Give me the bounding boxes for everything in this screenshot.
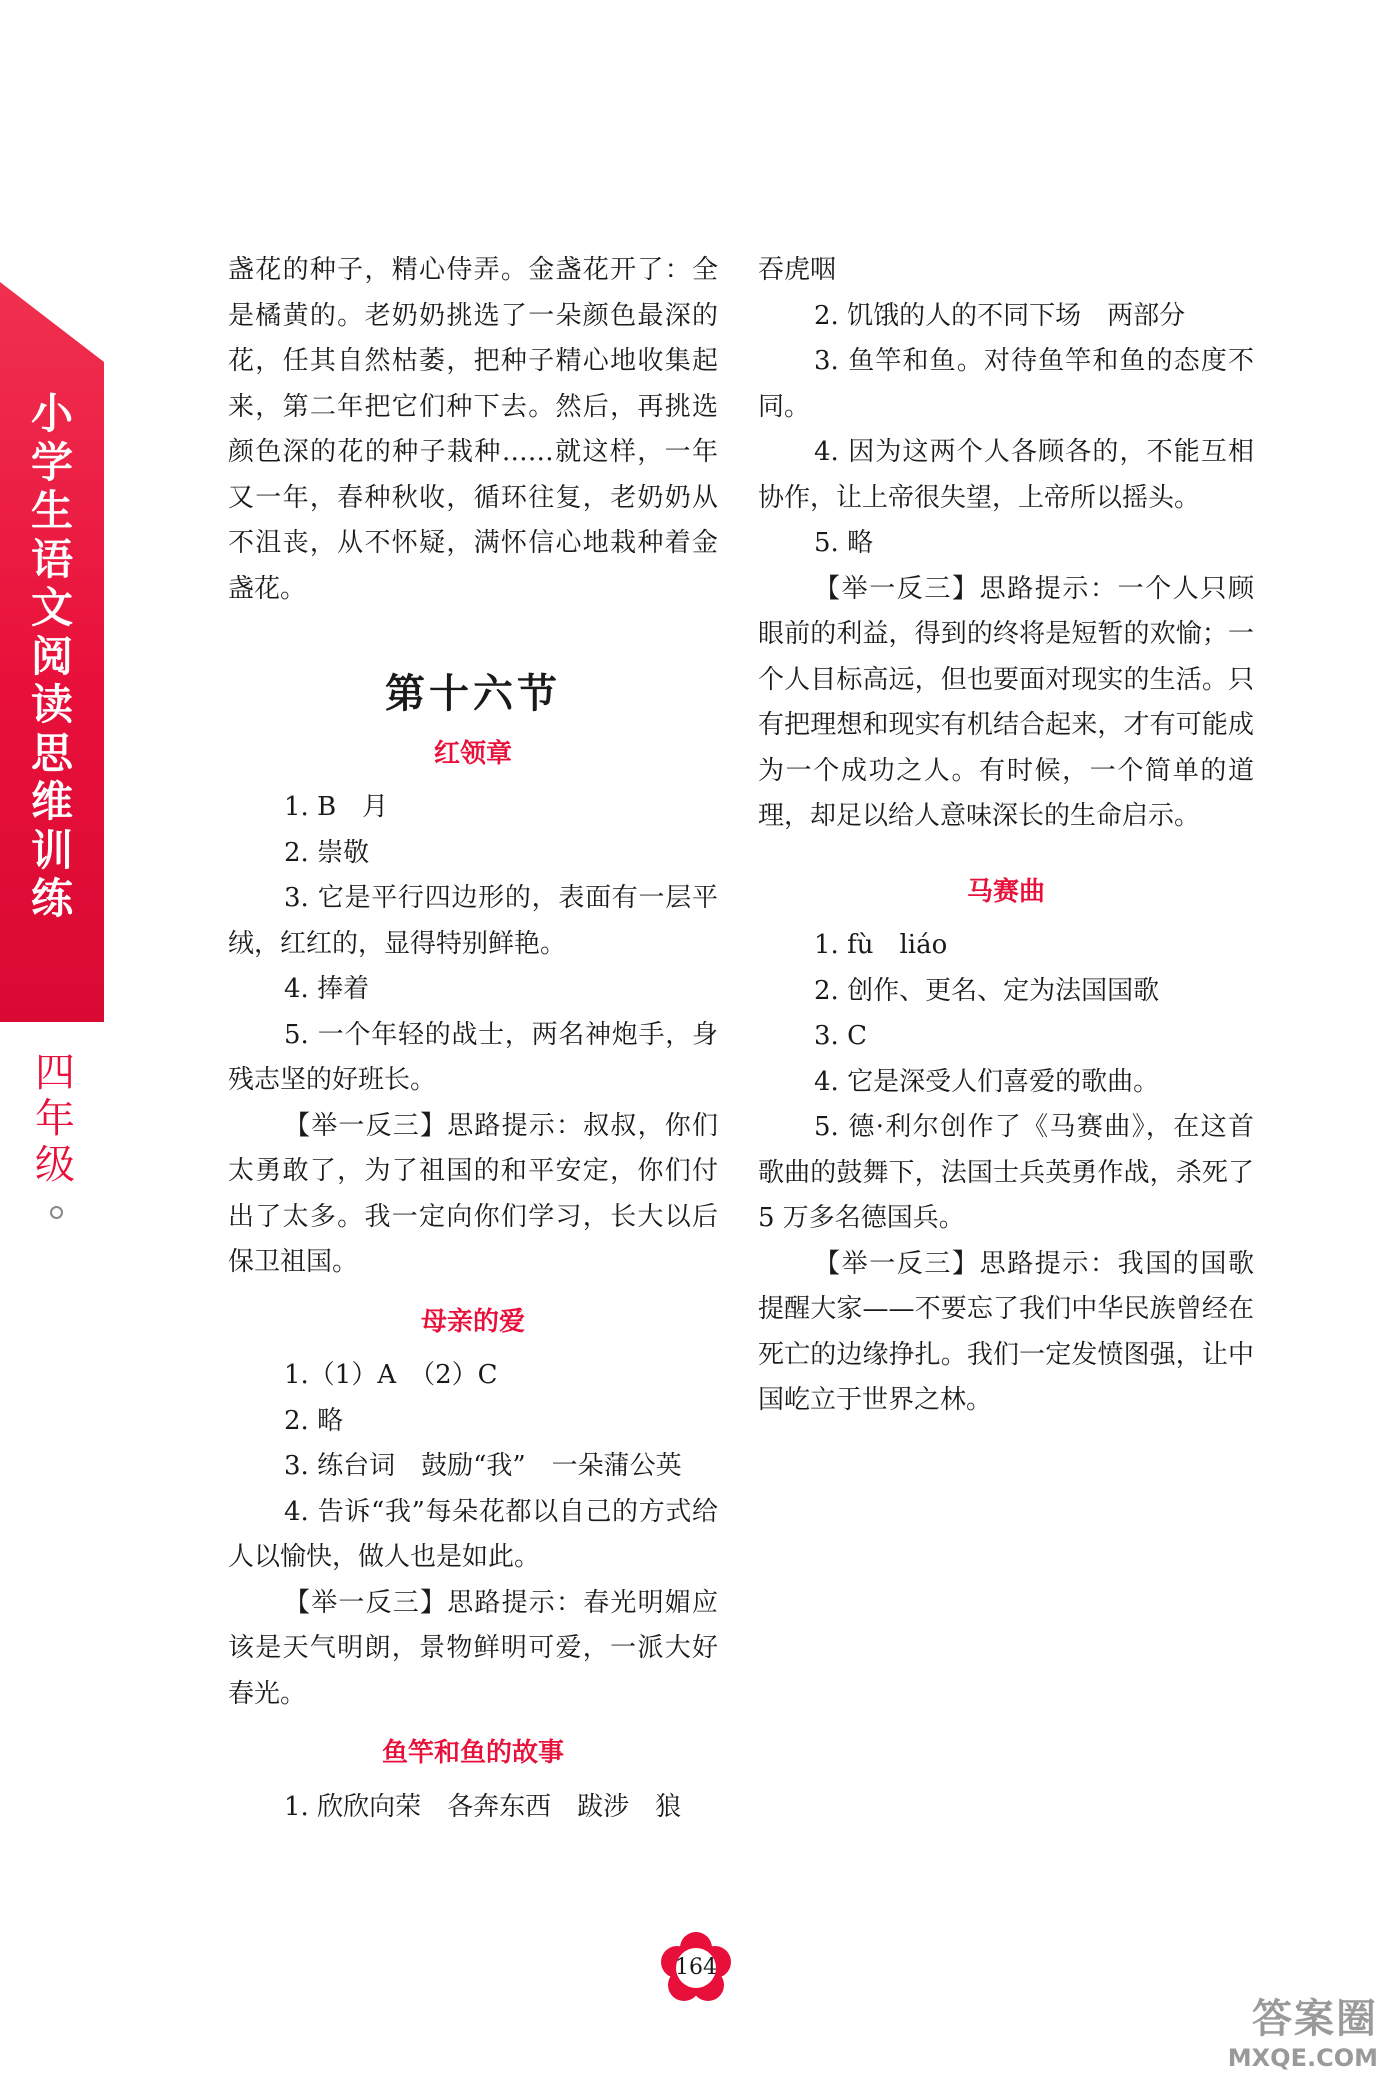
answer-item: 3. 练台词 鼓励“我” 一朵蒲公英 [284, 1451, 682, 1481]
grade-label [20, 1050, 90, 1188]
extension-paragraph: 【举一反三】思路提示：我国的国歌提醒大家——不要忘了我们中华民族曾经在死亡的边缘挣扎。我们一定发愤图强，让中国屹立于世界之林。 [758, 1248, 1254, 1415]
series-title-char: 学 [30, 437, 73, 487]
intro-paragraph: 盏花的种子，精心侍弄。金盏花开了：全是橘黄的。老奶奶挑选了一朵颜色最深的花，任其自然枯萎，把种子精心地收集起来，第二年把它们种下去。然后，再挑选颜色深的花的种子栽种……就这样，一年又一年，春种秋收，循环往复，老奶奶从不沮丧，从不怀疑，满怀信心地栽种着金盏花。 [228, 255, 718, 604]
series-title [0, 390, 104, 924]
watermark-url: MXQE.COM [1227, 2044, 1378, 2072]
answer-item: 2. 饥饿的人的不同下场 两部分 [814, 300, 1186, 331]
watermark [1228, 1987, 1378, 2072]
answer-item: 2. 崇敬 [284, 837, 370, 868]
series-title-char: 生 [30, 486, 73, 535]
answer-item: 2. 创作、更名、定为法国国歌 [814, 975, 1160, 1006]
answer-item: 5. 德·利尔创作了《马赛曲》，在这首歌曲的鼓舞下，法国士兵英勇作战，杀死了 5 万多名德国兵。 [758, 1112, 1254, 1233]
answer-item: 4. 因为这两个人各顾各的，不能互相协作，让上帝很失望，上帝所以摇头。 [758, 437, 1254, 513]
left-column [228, 248, 718, 1830]
extension-paragraph: 【举一反三】思路提示：一个人只顾眼前的利益，得到的终将是短暂的欢愉；一个人目标高远，但也要面对现实的生活。只有把理想和现实有机结合起来，才有可能成为一个成功之人。有时候，一个简单的道理，却足以给人意味深长的生命启示。 [758, 573, 1254, 831]
watermark-logo: 答案圈 [1252, 1996, 1378, 2042]
answer-item: 1.（1）A （2）C [284, 1360, 498, 1390]
page-number: 164 [675, 1955, 717, 1980]
lesson-title: 鱼竿和鱼的故事 [381, 1738, 564, 1768]
answer-item: 2. 略 [284, 1405, 344, 1436]
answer-item: 4. 捧着 [284, 974, 370, 1004]
series-title-char: 练 [30, 874, 73, 923]
series-title-char: 训 [30, 825, 73, 875]
answer-item: 3. C [814, 1021, 867, 1051]
series-title-char: 读 [30, 680, 73, 729]
grade-char: 年 [35, 1096, 75, 1142]
series-title-char: 阅 [30, 631, 73, 681]
section-title: 第十六节 [385, 671, 561, 717]
grade-char: 级 [35, 1142, 75, 1188]
answer-item: 3. 鱼竿和鱼。对待鱼竿和鱼的态度不同。 [758, 346, 1254, 422]
lesson-title: 红领章 [433, 738, 512, 769]
right-column [758, 248, 1254, 1424]
answer-item: 4. 告诉“我”每朵花都以自己的方式给人以愉快，做人也是如此。 [228, 1496, 718, 1572]
answer-item: 5. 一个年轻的战士，两名神炮手，身残志坚的好班长。 [228, 1019, 718, 1095]
series-title-char: 文 [30, 583, 73, 632]
grade-char: 四 [35, 1050, 75, 1096]
series-title-char: 思 [30, 728, 73, 778]
answer-item: 3. 它是平行四边形的，表面有一层平绒，红红的，显得特别鲜艳。 [228, 883, 718, 959]
continuation-text: 吞虎咽 [758, 255, 837, 285]
lesson-title: 母亲的爱 [420, 1306, 525, 1337]
answer-item: 4. 它是深受人们喜爱的歌曲。 [814, 1066, 1160, 1097]
answer-item: 1. fù liáo [814, 930, 948, 960]
answer-item: 5. 略 [814, 528, 874, 558]
extension-paragraph: 【举一反三】思路提示：春光明媚应该是天气明朗，景物鲜明可爱，一派大好春光。 [228, 1587, 718, 1709]
extension-paragraph: 【举一反三】思路提示：叔叔，你们太勇敢了，为了祖国的和平安定，你们付出了太多。我一定向你们学习，长大以后保卫祖国。 [228, 1110, 718, 1277]
answer-item: 1. B 月 [284, 792, 389, 822]
lesson-title: 马赛曲 [966, 876, 1045, 907]
series-title-char: 维 [30, 777, 73, 826]
grade-dot-icon [50, 1206, 63, 1219]
answer-item: 1. 欣欣向荣 各奔东西 跋涉 狼 [284, 1791, 682, 1822]
series-title-char: 语 [30, 534, 73, 584]
series-title-char: 小 [30, 389, 73, 438]
